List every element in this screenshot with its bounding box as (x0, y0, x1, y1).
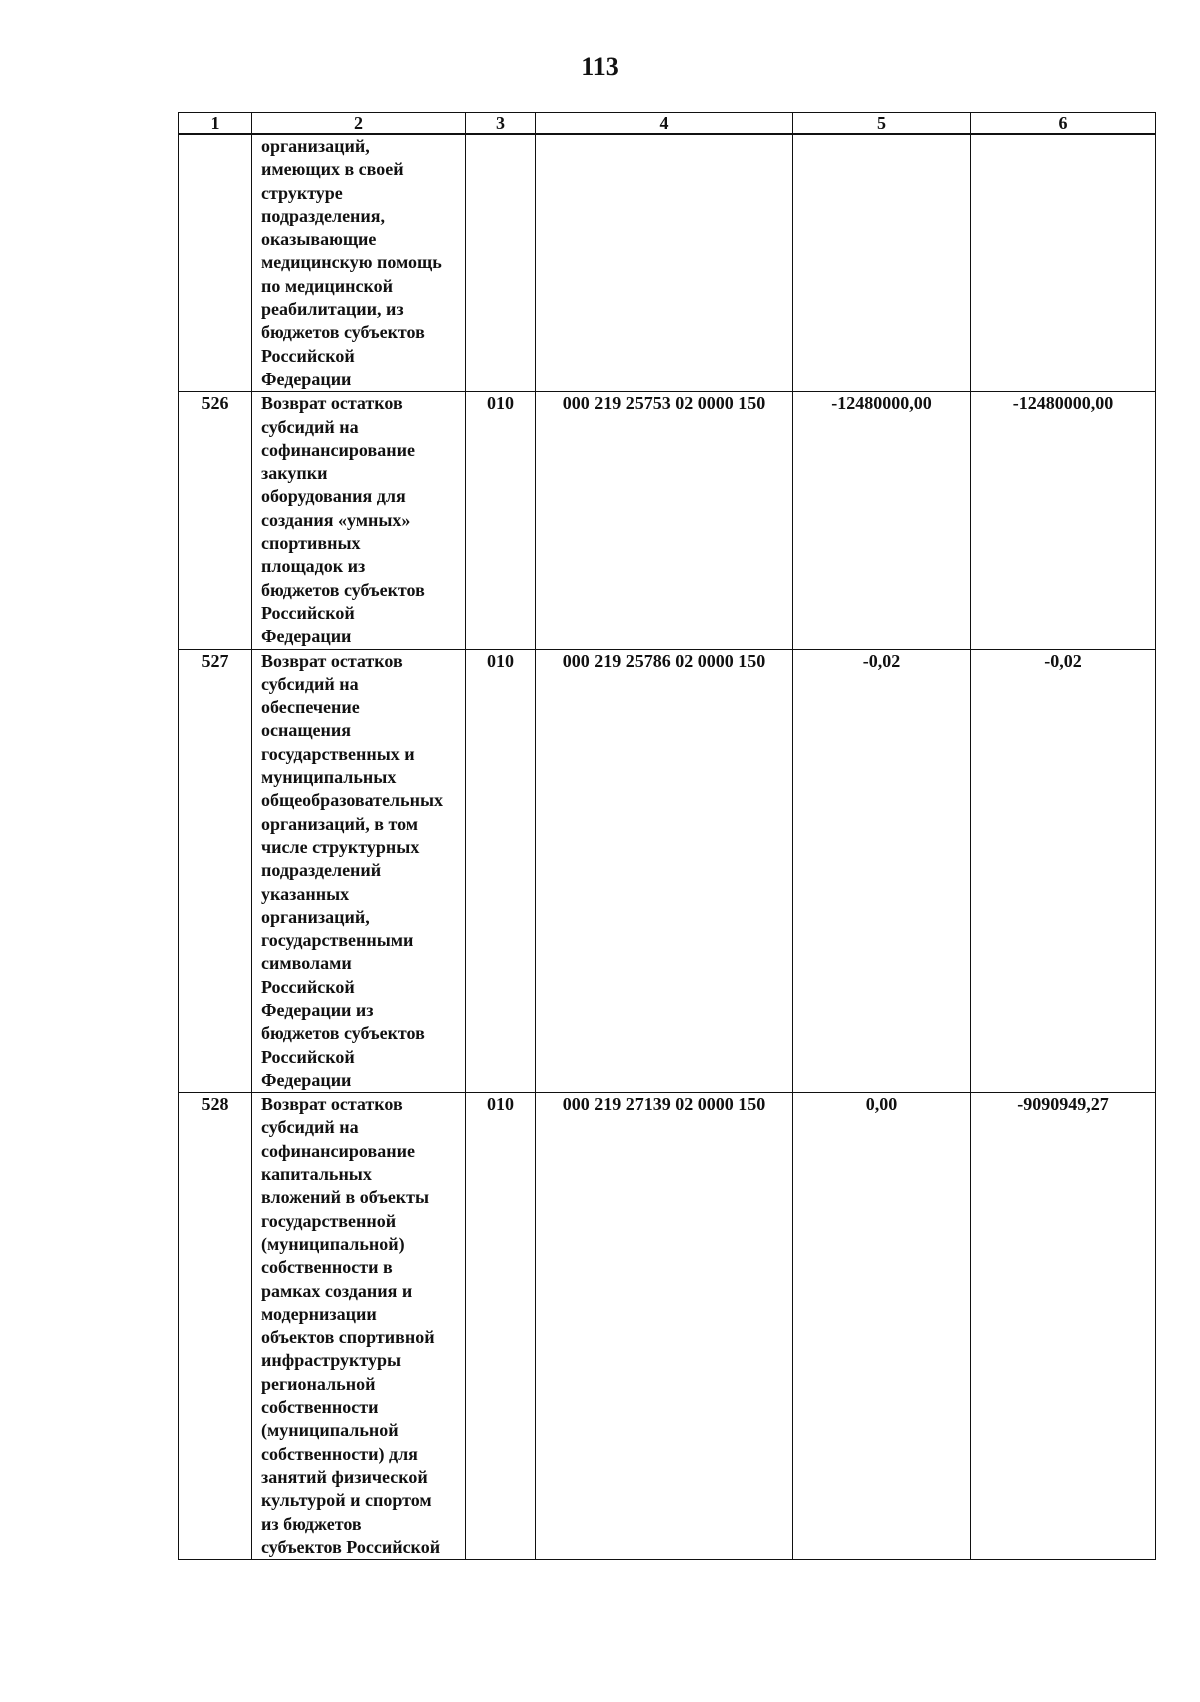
row-name (252, 649, 466, 1093)
row-name-line: общеобразовательных (261, 790, 444, 811)
row-name-line: государственной (261, 1210, 397, 1231)
row-name-line: муниципальных (261, 767, 397, 788)
row-name-line: Федерации (261, 368, 352, 389)
row-budget-code: 000 219 27139 02 0000 150 (536, 1093, 793, 1560)
row-name-line: Возврат остатков (261, 650, 403, 671)
row-name-line: бюджетов субъектов (261, 322, 425, 343)
row-name-line: занятий физической (261, 1466, 428, 1487)
header-row (179, 113, 1156, 135)
row-name-line: Возврат остатков (261, 393, 403, 414)
row-name-line: закупки (261, 463, 328, 484)
row-value-6: -0,02 (971, 649, 1156, 1093)
row-name-line: оборудования для (261, 486, 406, 507)
row-name-line: организаций, (261, 136, 370, 156)
row-name-line: оказывающие (261, 229, 377, 250)
row-name-line: софинансирование (261, 1140, 415, 1161)
row-budget-code: 000 219 25753 02 0000 150 (536, 392, 793, 649)
row-admin-code: 010 (466, 1093, 536, 1560)
page-number: 113 (581, 52, 619, 81)
header-col-5: 5 (793, 113, 971, 135)
row-name-line: из бюджетов (261, 1513, 362, 1534)
row-name-line: реабилитации, из (261, 299, 404, 320)
row-name-line: Федерации (261, 626, 352, 647)
row-name-line: числе структурных (261, 836, 420, 857)
header-col-1: 1 (179, 113, 252, 135)
row-name-line: оснащения (261, 720, 352, 741)
row-name-line: субъектов Российской (261, 1536, 441, 1557)
row-admin-code (466, 134, 536, 392)
row-budget-code: 000 219 25786 02 0000 150 (536, 649, 793, 1093)
row-name-line: по медицинской (261, 275, 393, 296)
row-name-line: обеспечение (261, 697, 360, 718)
row-name-line: инфраструктуры (261, 1350, 402, 1371)
row-name-line: Российской (261, 1046, 355, 1067)
row-name-line: модернизации (261, 1303, 377, 1324)
row-name-line: имеющих в своей (261, 159, 404, 180)
row-name-line: собственности (261, 1397, 379, 1418)
table-body (179, 134, 1156, 1560)
row-name-line: (муниципальной) (261, 1233, 405, 1254)
row-name-line: капитальных (261, 1164, 372, 1185)
row-name-line: организаций, (261, 906, 370, 927)
header-col-6: 6 (971, 113, 1156, 135)
row-name-line: субсидий на (261, 1117, 359, 1138)
header-col-2: 2 (252, 113, 466, 135)
row-name-line: Российской (261, 345, 355, 366)
row-name-line: создания «умных» (261, 509, 411, 530)
row-admin-code: 010 (466, 649, 536, 1093)
row-name-line: указанных (261, 883, 350, 904)
row-name (252, 1093, 466, 1560)
row-name-line: символами (261, 953, 352, 974)
row-name-line: Федерации из (261, 999, 374, 1020)
row-name-line: собственности в (261, 1257, 393, 1278)
row-number: 528 (179, 1093, 252, 1560)
row-name-line: софинансирование (261, 439, 415, 460)
row-name (252, 134, 466, 392)
row-name-line: подразделения, (261, 205, 386, 226)
table-row (179, 134, 1156, 392)
table-row (179, 392, 1156, 649)
row-name-line: культурой и спортом (261, 1490, 432, 1511)
row-name-line: Федерации (261, 1069, 352, 1090)
row-number: 527 (179, 649, 252, 1093)
row-name-line: медицинскую помощь (261, 252, 442, 273)
budget-table (178, 112, 1156, 1560)
header-col-4: 4 (536, 113, 793, 135)
row-name-line: Российской (261, 976, 355, 997)
row-name-line: (муниципальной (261, 1420, 399, 1441)
row-name-line: рамках создания и (261, 1280, 413, 1301)
row-name-line: государственных и (261, 743, 415, 764)
row-value-6: -9090949,27 (971, 1093, 1156, 1560)
row-name-line: Российской (261, 602, 355, 623)
row-name-line: бюджетов субъектов (261, 579, 425, 600)
row-name-line: Возврат остатков (261, 1094, 403, 1115)
row-name-line: подразделений (261, 860, 382, 881)
row-name-line: вложений в объекты (261, 1187, 430, 1208)
row-value-6 (971, 134, 1156, 392)
header-col-3: 3 (466, 113, 536, 135)
row-name-line: площадок из (261, 556, 366, 577)
row-name-line: региональной (261, 1373, 376, 1394)
row-name (252, 392, 466, 649)
row-admin-code: 010 (466, 392, 536, 649)
row-name-line: структуре (261, 182, 343, 203)
row-value-6: -12480000,00 (971, 392, 1156, 649)
row-name-line: организаций, в том (261, 813, 419, 834)
row-name-line: государственными (261, 930, 414, 951)
row-name-line: объектов спортивной (261, 1327, 435, 1348)
row-value-5 (793, 134, 971, 392)
row-name-line: субсидий на (261, 416, 359, 437)
row-name-line: собственности) для (261, 1443, 418, 1464)
row-name-line: субсидий на (261, 673, 359, 694)
row-name-line: спортивных (261, 533, 361, 554)
row-value-5: -0,02 (793, 649, 971, 1093)
row-number (179, 134, 252, 392)
row-value-5: -12480000,00 (793, 392, 971, 649)
row-value-5: 0,00 (793, 1093, 971, 1560)
table-row (179, 1093, 1156, 1560)
row-name-line: бюджетов субъектов (261, 1023, 425, 1044)
row-number: 526 (179, 392, 252, 649)
table-row (179, 649, 1156, 1093)
row-budget-code (536, 134, 793, 392)
